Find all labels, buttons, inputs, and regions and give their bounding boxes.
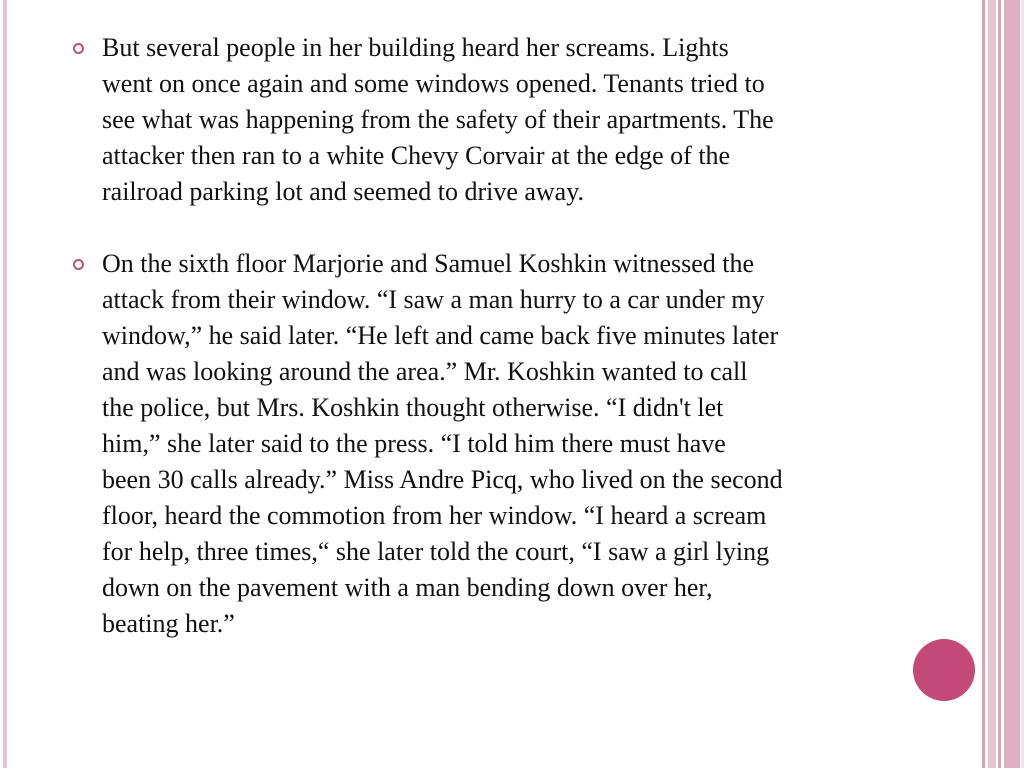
left-decorative-bar (3, 0, 7, 768)
hollow-circle-bullet-icon (73, 43, 84, 54)
bullet-text: But several people in her building heard her screams. Lights went on once again and some windows opened. Tenants tried to see what was happening from the safety of their apartments. The attacker then ran to a white Chevy Corvair at the edge of the railroad parking lot and seemed to drive away. (102, 33, 774, 206)
decorative-circle (913, 639, 975, 701)
bullet-item (70, 30, 1010, 210)
hollow-circle-bullet-icon (73, 259, 84, 270)
slide-content (70, 30, 1010, 678)
bullet-item (70, 246, 1010, 642)
bullet-text: On the sixth floor Marjorie and Samuel Koshkin witnessed the attack from their window. “I saw a man hurry to a car under my window,” he said later. “He left and came back five minutes later and was looking around the area.” Mr. Koshkin wanted to call the police, but Mrs. Koshkin thought otherwise. “I didn't let him,” she later said to the press. “I told him there must have been 30 calls already.” Miss Andre Picq, who lived on the second floor, heard the commotion from her window. “I heard a scream for help, three times,“ she later told the court, “I saw a girl lying down on the pavement with a man bending down over her, beating her.” (102, 249, 783, 638)
